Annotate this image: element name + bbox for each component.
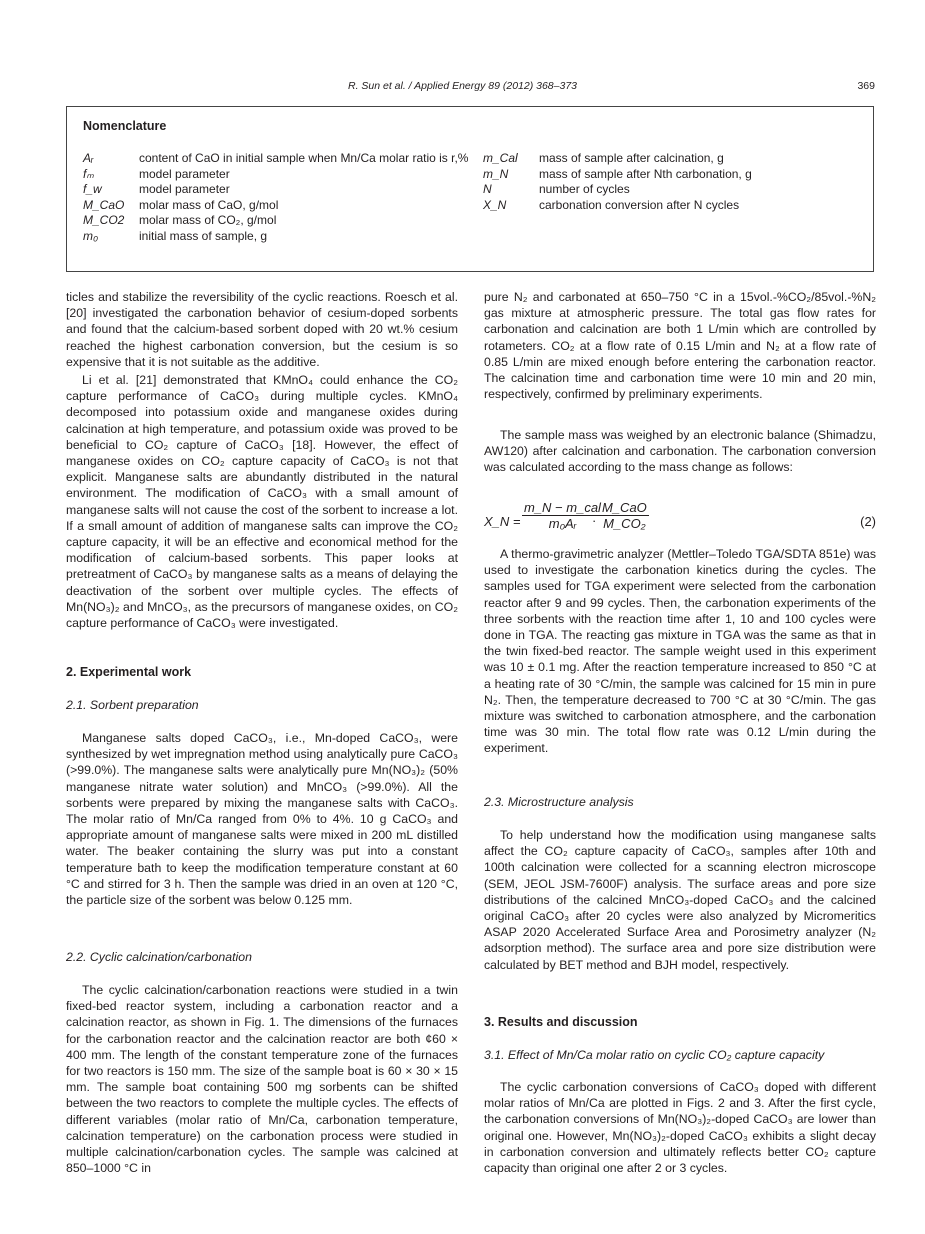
nomenclature-title: Nomenclature	[83, 119, 167, 133]
nomenclature-entry	[83, 229, 469, 245]
section-heading: 3. Results and discussion	[484, 1015, 638, 1029]
paragraph	[66, 982, 458, 1176]
symbol: m_Cal	[483, 151, 518, 165]
paragraph-text: A thermo-gravimetric analyzer (Mettler–Toledo TGA/SDTA 851e) was used to investigate the carbonation kinetics during the cycles. The samples used for TGA experiment were selected from the carbonation reactor after 9 and 99 cycles. Then, the carbonation experiments of the three sorbents with the reaction time after 1, 10 and 100 cycles were done in TGA. The reacting gas mixture in TGA was the same as that in the twin fixed-bed reactor. The sample weight used in this experiment was 10 ± 0.1 mg. After the reaction temperature increased to 850 °C at a heating rate of 30 °C/min, the sample was calcined for 15 min in pure N₂. Then, the temperature decreased to 700 °C at 30 °C/min. The gas mixture was switched to carbonation atmosphere, and the carbonation time was 30 min. The total flow rate was 0.12 L/min during the experiment.	[484, 547, 876, 756]
nomenclature-box	[66, 106, 874, 272]
symbol: fₘ	[83, 166, 94, 181]
equation-number: (2)	[860, 514, 876, 529]
symbol: f_w	[83, 182, 102, 196]
paragraph	[484, 1079, 876, 1176]
denominator: M_CO₂	[603, 516, 646, 531]
paragraph-text: The sample mass was weighed by an electronic balance (Shimadzu, AW120) after calcination and carbonation. The carbonation conversion was calculated according to the mass change as follows:	[484, 428, 876, 475]
nomenclature-entry	[83, 182, 469, 198]
paragraph-text: The cyclic carbonation conversions of CaCO₃ doped with different molar ratios of Mn/Ca are plotted in Figs. 2 and 3. After the first cycle, the carbonation conversions of Mn(NO₃)₂-doped CaCO₃ are lower than original one. However, Mn(NO₃)₂-doped CaCO₃ exhibits a slight decay in carbonation conversion and ultimately reflects better CO₂ capture capacity than original one after 2 or 3 cycles.	[484, 1080, 876, 1176]
symbol: Aᵣ	[83, 151, 94, 165]
paragraph	[66, 730, 458, 908]
multiply-dot: ·	[592, 513, 597, 528]
equation-2	[484, 500, 876, 544]
nomenclature-entry	[83, 151, 469, 167]
paragraph	[484, 546, 876, 757]
numerator: M_CaO	[602, 500, 647, 515]
denominator: m₀Aᵣ	[548, 516, 577, 531]
definition: content of CaO in initial sample when Mn/Ca molar ratio is r,%	[139, 151, 469, 165]
nomenclature-entry	[483, 198, 869, 214]
subsection-heading: 2.1. Sorbent preparation	[66, 698, 199, 712]
symbol: M_CaO	[83, 197, 125, 212]
fraction	[600, 500, 649, 531]
paragraph-text: pure N₂ and carbonated at 650–750 °C in a 15vol.-%CO₂/85vol.-%N₂ gas mixture at atmospheric pressure. The total gas flow rates for carbonation and calcination are both 1 L/min which are controlled by rotameters. CO₂ at a flow rate of 0.15 L/min and N₂ at a flow rate of 0.85 L/min are mixed enough before entering the carbonation reactor. The calcination time and carbonation time were 10 min and 20 min, respectively, confirmed by preliminary experiments.	[484, 290, 876, 402]
definition: molar mass of CaO, g/mol	[139, 197, 279, 212]
paragraph-text: ticles and stabilize the reversibility of the cyclic reactions. Roesch et al. [20] investigated the carbonation behavior of cesium-doped sorbents and found that the calcium-based sorbent doped with 20 wt.% cesium reached the highest carbonation conversion, but the cesium is so expensive that it is not suitable as the additive.	[66, 290, 458, 369]
running-header: R. Sun et al. / Applied Energy 89 (2012) 368–373	[347, 80, 578, 92]
symbol: m₀	[83, 228, 99, 243]
nomenclature-entry	[83, 167, 469, 183]
nomenclature-entry	[483, 151, 869, 167]
symbol: m_N	[483, 166, 509, 181]
nomenclature-entry	[83, 213, 469, 229]
nomenclature-left	[83, 151, 469, 244]
section-heading: 2. Experimental work	[66, 665, 192, 679]
paragraph-text: Li et al. [21] demonstrated that KMnO₄ could enhance the CO₂ capture performance of CaCO₃ during multiple cycles. KMnO₄ decomposed into potassium oxide and manganese oxides during calcination at high temperature, and potassium oxide was proved to be beneficial to CO₂ capture of CaCO₃ [18]. However, the effect of manganese oxides on CO₂ capture capacity of CaCO₃ is not that explicit. Manganese salts are abundantly distributed in the natural environment. The modification of CaCO₃ with a small amount of manganese salts will not cause the cost of the sorbent to increase a lot. If a small amount of addition of manganese salts can improve the CO₂ capture capacity, it will be an effective and economical method for the modification of calcium-based sorbents. This paper looks at pretreatment of CaCO₃ by manganese salts as a means of delaying the deactivation of the sorbent over multiple cycles. The effects of Mn(NO₃)₂ and MnCO₃, as the precursors of manganese oxides, on CO₂ capture performance of CaCO₃ were investigated.	[66, 373, 458, 631]
nomenclature-entry	[83, 198, 469, 214]
paragraph	[484, 827, 876, 973]
paragraph	[66, 372, 458, 631]
symbol: X_N	[483, 197, 507, 212]
definition: model parameter	[139, 182, 230, 196]
numerator: m_N − m_cal	[524, 500, 601, 515]
paragraph	[484, 427, 876, 476]
definition: initial mass of sample, g	[139, 228, 268, 243]
nomenclature-right	[483, 151, 869, 213]
nomenclature-entry	[483, 167, 869, 183]
symbol: N	[483, 182, 492, 196]
paragraph	[66, 289, 458, 370]
definition: molar mass of CO₂, g/mol	[139, 213, 277, 227]
subsection-heading: 2.3. Microstructure analysis	[484, 795, 634, 809]
nomenclature-entry	[483, 182, 869, 198]
definition: mass of sample after Nth carbonation, g	[539, 166, 752, 181]
subsection-heading: 2.2. Cyclic calcination/carbonation	[66, 950, 252, 964]
paragraph-text: The cyclic calcination/carbonation reactions were studied in a twin fixed-bed reactor system, including a carbonation reactor and a calcination reactor, as shown in Fig. 1. The dimensions of the furnaces for the carbonation reactor and the calcination reactor are both ¢60 × 400 mm. The length of the constant temperature zone of the furnaces for two reactors is 150 mm. The size of the sample boat is 60 × 30 × 15 mm. The sample boat containing 500 mg sorbents can be shifted between the two reactors to complete the multiple cycles. The effects of different variables (molar ratio of Mn/Ca, carbonation temperature, calcination temperature) on the carbonation process were studied in multiple calcination/carbonation cycles. The sample was calcined at 850–1000 °C in	[66, 983, 458, 1176]
paragraph-text: To help understand how the modification using manganese salts affect the CO₂ capture capacity of CaCO₃, samples after 10th and 100th calcination were collected for a scanning electron microscope (SEM, JEOL JSM-7600F) analysis. The surface areas and pore size distributions of the calcined MnCO₃-doped CaCO₃ and the calcined original CaCO₃ after 20 cycles were also analyzed by Micromeritics ASAP 2020 Accelerated Surface Area and Porosimetry analyzer (N₂ adsorption method). The surface area and pore size distribution were calculated by BET method and BJH model, respectively.	[484, 828, 876, 972]
paragraph-text: Manganese salts doped CaCO₃, i.e., Mn-doped CaCO₃, were synthesized by wet impregnation method using analytically pure CaCO₃ (>99.0%). The manganese salts were analytically pure Mn(NO₃)₂ (50% manganese nitrate water solution) and MnCO₃ (>99.0%). All the sorbents were prepared by mixing the manganese salts with CaCO₃. The molar ratio of Mn/Ca ranged from 0% to 4%. 10 g CaCO₃ and appropriate amount of manganese salts were mixed in 200 mL distilled water. The beaker containing the slurry was put into a constant temperature bath to keep the modification temperature constant at 60 °C and stirred for 3 h. Then the sample was dried in an oven at 120 °C, the particle size of the sorbent was below 0.125 mm.	[66, 731, 458, 908]
subsection-heading: 3.1. Effect of Mn/Ca molar ratio on cyclic CO₂ capture capacity	[484, 1048, 825, 1062]
definition: mass of sample after calcination, g	[539, 151, 724, 165]
page-number: 369	[857, 80, 875, 92]
paragraph	[484, 289, 876, 402]
definition: carbonation conversion after N cycles	[539, 197, 740, 212]
equation-lhs: X_N =	[484, 514, 521, 529]
fraction	[522, 500, 603, 531]
symbol: M_CO2	[83, 213, 125, 227]
definition: model parameter	[139, 166, 230, 181]
definition: number of cycles	[539, 182, 630, 196]
